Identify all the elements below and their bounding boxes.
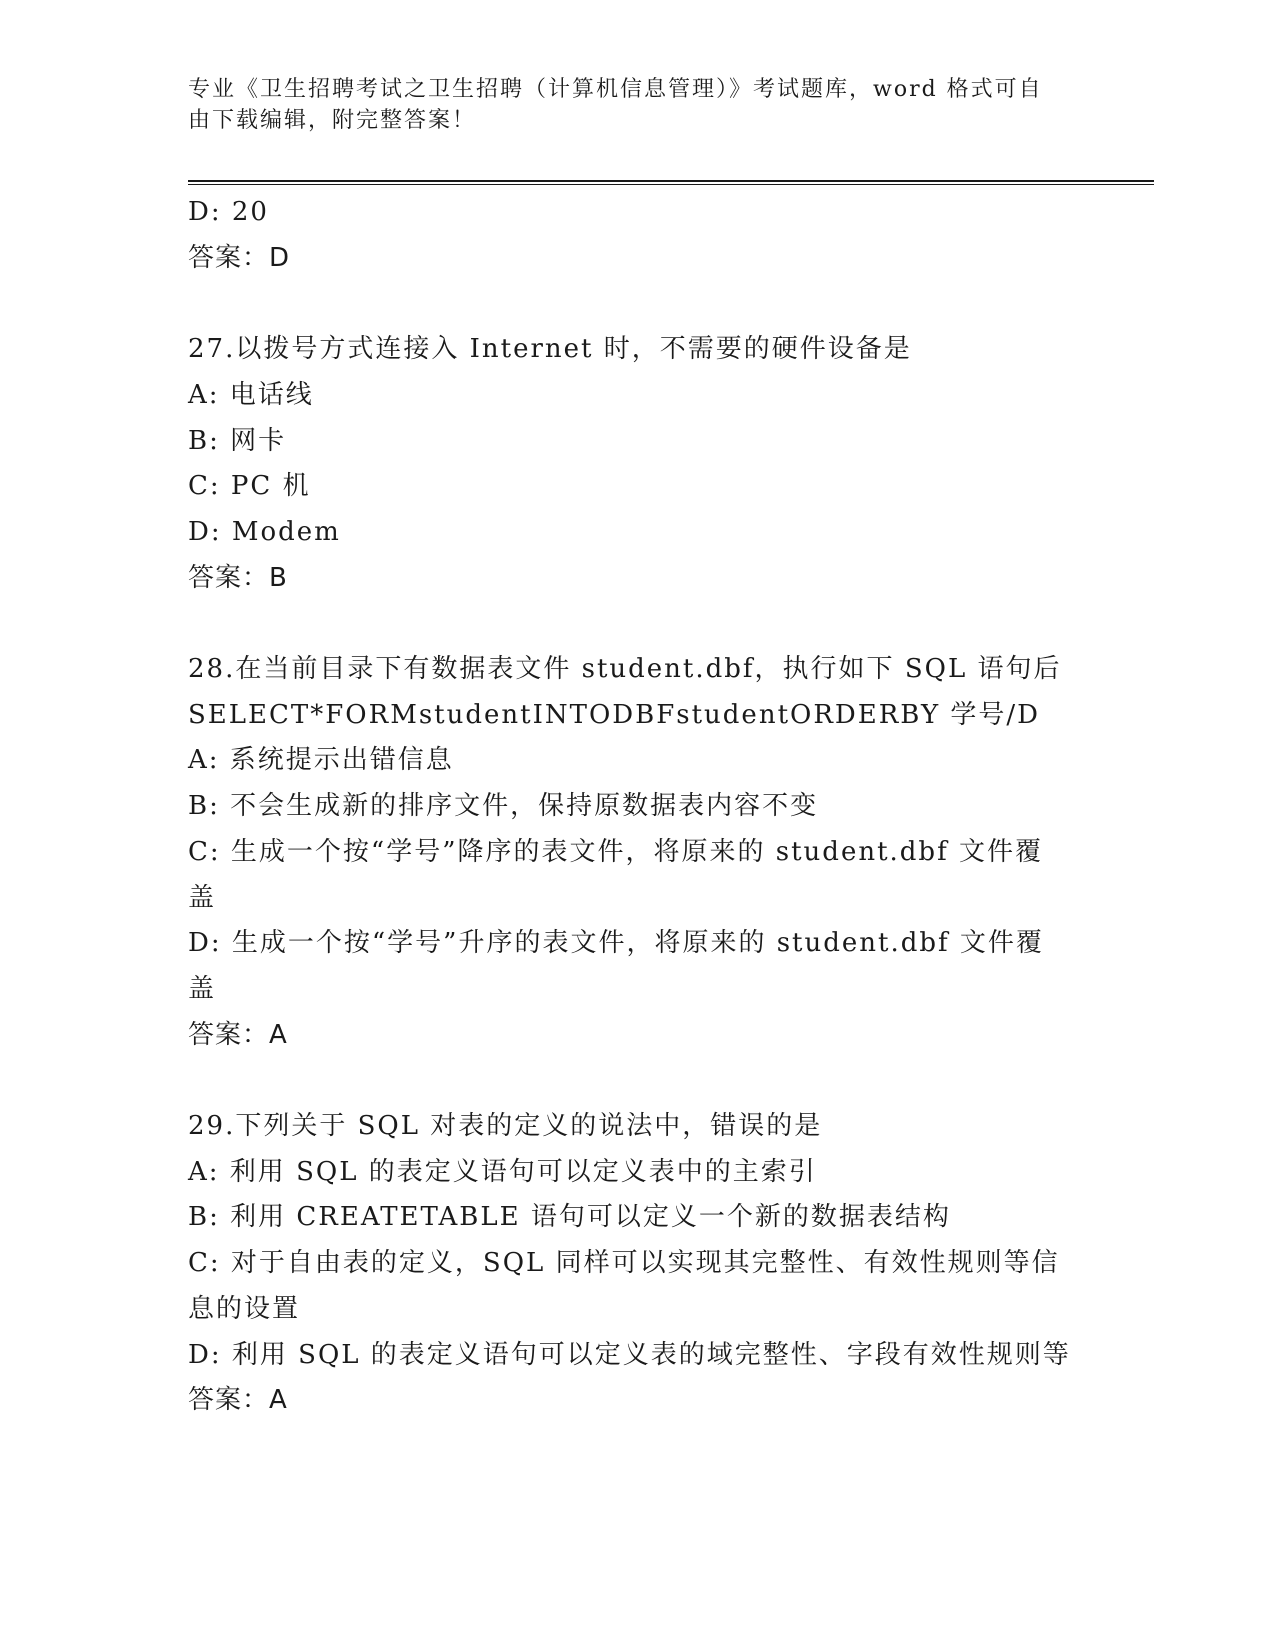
option-b: B: 利用 CREATETABLE 语句可以定义一个新的数据表结构 — [188, 1202, 951, 1233]
page-header — [188, 74, 1088, 136]
option-a: A: 利用 SQL 的表定义语句可以定义表中的主索引 — [188, 1156, 817, 1187]
header-line-2: 由下载编辑，附完整答案！ — [188, 108, 477, 133]
answer-line: 答案：B — [188, 562, 288, 593]
answer-line: 答案：A — [188, 1385, 288, 1416]
question-29 — [188, 1104, 1088, 1424]
option-a: A: 系统提示出错信息 — [188, 745, 454, 776]
option-d: D: Modem — [188, 516, 341, 547]
answer-line: 答案：D — [188, 242, 291, 273]
option-a: A: 电话线 — [188, 379, 314, 410]
option-b: B: 不会生成新的排序文件，保持原数据表内容不变 — [188, 791, 819, 822]
option-d: D: 20 — [188, 197, 269, 227]
option-c-continued: 盖 — [188, 882, 217, 913]
spacer — [188, 1058, 1088, 1104]
option-d: D: 生成一个按“学号”升序的表文件，将原来的 student.dbf 文件覆 — [188, 928, 1044, 959]
header-divider-thin — [188, 184, 1154, 185]
option-d: D: 利用 SQL 的表定义语句可以定义表的域完整性、字段有效性规则等 — [188, 1339, 1071, 1370]
question-list — [188, 190, 1088, 1424]
question-28 — [188, 647, 1088, 1058]
spacer — [188, 281, 1088, 327]
question-stem: 28.在当前目录下有数据表文件 student.dbf，执行如下 SQL 语句后 — [188, 654, 1062, 684]
header-divider-thick — [188, 180, 1154, 182]
option-d-continued: 盖 — [188, 973, 217, 1004]
option-c-continued: 息的设置 — [188, 1293, 301, 1324]
question-stem: 27.以拨号方式连接入 Internet 时，不需要的硬件设备是 — [188, 334, 912, 365]
header-line-1: 专业《卫生招聘考试之卫生招聘（计算机信息管理）》考试题库，word 格式可自 — [188, 77, 1043, 102]
spacer — [188, 601, 1088, 647]
question-stem: 29.下列关于 SQL 对表的定义的说法中，错误的是 — [188, 1111, 823, 1142]
option-c: C: 对于自由表的定义，SQL 同样可以实现其完整性、有效性规则等信 — [188, 1248, 1060, 1279]
option-c: C: 生成一个按“学号”降序的表文件，将原来的 student.dbf 文件覆 — [188, 836, 1043, 867]
option-b: B: 网卡 — [188, 425, 287, 456]
answer-line: 答案：A — [188, 1019, 288, 1050]
question-stem-sql: SELECT*FORMstudentINTODBFstudentORDERBY 学号/D — [188, 699, 1040, 730]
option-c: C: PC 机 — [188, 471, 311, 502]
question-27 — [188, 327, 1088, 601]
